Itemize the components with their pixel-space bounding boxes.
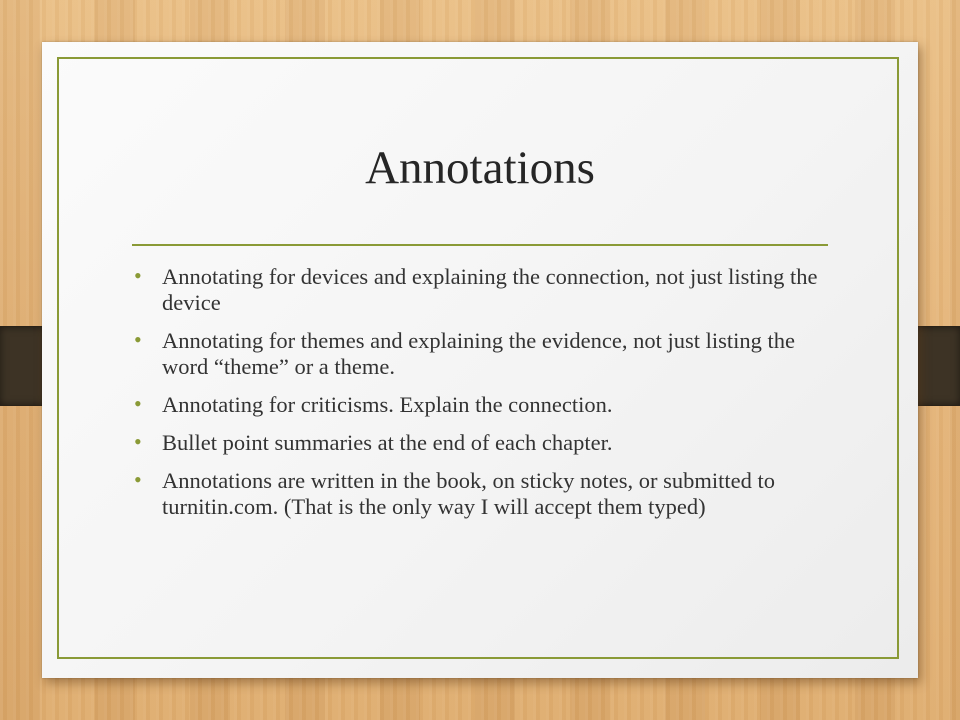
- bullet-text: Annotating for devices and explaining the connection, not just listing the device: [162, 264, 818, 315]
- bullet-item: [134, 264, 834, 316]
- bullet-text: Annotating for criticisms. Explain the connection.: [162, 392, 613, 417]
- bullet-icon: •: [134, 391, 142, 416]
- bullet-item: [134, 468, 834, 520]
- bullet-text: Bullet point summaries at the end of each chapter.: [162, 430, 613, 455]
- bullet-text: Annotations are written in the book, on sticky notes, or submitted to turnitin.com. (That is the only way I will accept them typed): [162, 468, 776, 519]
- bullet-icon: •: [134, 263, 142, 288]
- slide-title: Annotations: [365, 142, 595, 194]
- bullet-icon: •: [134, 467, 142, 492]
- bullet-item: [134, 430, 834, 456]
- bullet-text: Annotating for themes and explaining the evidence, not just listing the word “theme” or a theme.: [162, 328, 795, 379]
- bullet-icon: •: [134, 429, 142, 454]
- bullet-icon: •: [134, 327, 142, 352]
- bullet-item: [134, 392, 834, 418]
- bullet-item: [134, 328, 834, 380]
- bullet-list: [134, 264, 834, 532]
- slide-paper: [42, 42, 918, 678]
- title-divider: [132, 244, 828, 246]
